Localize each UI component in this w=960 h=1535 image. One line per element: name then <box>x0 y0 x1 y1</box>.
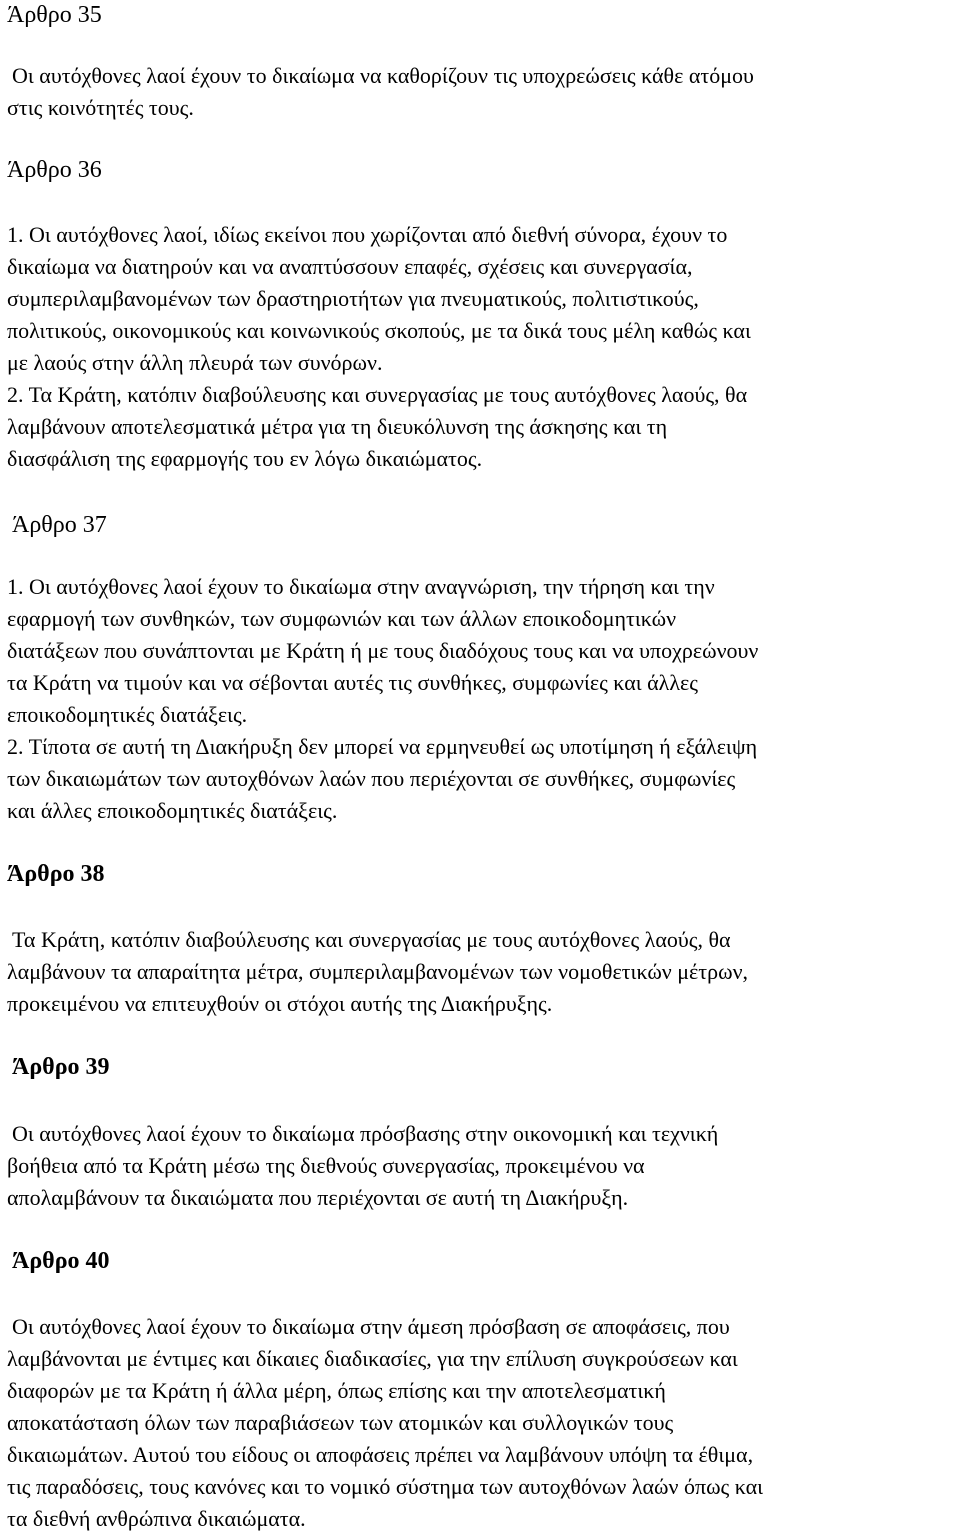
paragraph-line: πολιτικούς, οικονομικούς και κοινωνικούς σκοπούς, με τα δικά τους μέλη καθώς και <box>7 318 751 343</box>
paragraph-line: Τα Κράτη, κατόπιν διαβούλευσης και συνεργασίας με τους αυτόχθονες λαούς, θα <box>12 927 731 952</box>
article-heading: Άρθρο 35 <box>7 2 102 28</box>
paragraph-line: τα διεθνή ανθρώπινα δικαιώματα. <box>7 1506 306 1531</box>
paragraph-line: Οι αυτόχθονες λαοί έχουν το δικαίωμα πρόσβασης στην οικονομική και τεχνική <box>12 1121 719 1146</box>
paragraph-line: τα Κράτη να τιμούν και να σέβονται αυτές τις συνθήκες, συμφωνίες και άλλες <box>7 670 698 695</box>
paragraph-line: διαφορών με τα Κράτη ή άλλα μέρη, όπως επίσης και την αποτελεσματική <box>7 1378 666 1403</box>
paragraph-line: 1. Οι αυτόχθονες λαοί, ιδίως εκείνοι που χωρίζονται από διεθνή σύνορα, έχουν το <box>7 222 728 247</box>
article-heading: Άρθρο 36 <box>7 157 102 183</box>
paragraph-line: Οι αυτόχθονες λαοί έχουν το δικαίωμα να καθορίζουν τις υποχρεώσεις κάθε ατόμου <box>12 63 754 88</box>
paragraph-line: και άλλες εποικοδομητικές διατάξεις. <box>7 798 338 823</box>
paragraph-line: διασφάλιση της εφαρμογής του εν λόγω δικαιώματος. <box>7 446 483 471</box>
article-heading: Άρθρο 39 <box>12 1054 110 1080</box>
article-heading: Άρθρο 38 <box>7 861 105 887</box>
paragraph-line: βοήθεια από τα Κράτη μέσω της διεθνούς συνεργασίας, προκειμένου να <box>7 1153 645 1178</box>
paragraph-line: λαμβάνουν αποτελεσματικά μέτρα για τη διευκόλυνση της άσκησης και τη <box>7 414 668 439</box>
paragraph-line: λαμβάνονται με έντιμες και δίκαιες διαδικασίες, για την επίλυση συγκρούσεων και <box>7 1346 738 1371</box>
paragraph-line: 2. Τα Κράτη, κατόπιν διαβούλευσης και συνεργασίας με τους αυτόχθονες λαούς, θα <box>7 382 748 407</box>
paragraph-line: δικαιωμάτων. Αυτού του είδους οι αποφάσεις πρέπει να λαμβάνουν υπόψη τα έθιμα, <box>7 1442 754 1467</box>
paragraph-line: δικαίωμα να διατηρούν και να αναπτύσσουν επαφές, σχέσεις και συνεργασία, <box>7 254 693 279</box>
article-heading: Άρθρο 40 <box>12 1248 110 1274</box>
paragraph-line: των δικαιωμάτων των αυτοχθόνων λαών που περιέχονται σε συνθήκες, συμφωνίες <box>7 766 736 791</box>
paragraph-line: Οι αυτόχθονες λαοί έχουν το δικαίωμα στην άμεση πρόσβαση σε αποφάσεις, που <box>12 1314 730 1339</box>
paragraph-line: με λαούς στην άλλη πλευρά των συνόρων. <box>7 350 383 375</box>
paragraph-line: απολαμβάνουν τα δικαιώματα που περιέχονται σε αυτή τη Διακήρυξη. <box>7 1185 629 1210</box>
paragraph-line: εφαρμογή των συνθηκών, των συμφωνιών και των άλλων εποικοδομητικών <box>7 606 677 631</box>
article-heading: Άρθρο 37 <box>12 512 107 538</box>
paragraph-line: διατάξεων που συνάπτονται με Κράτη ή με τους διαδόχους τους και να υποχρεώνουν <box>7 638 759 663</box>
paragraph-line: προκειμένου να επιτευχθούν οι στόχοι αυτής της Διακήρυξης. <box>7 991 553 1016</box>
paragraph-line: λαμβάνουν τα απαραίτητα μέτρα, συμπεριλαμβανομένων των νομοθετικών μέτρων, <box>7 959 749 984</box>
paragraph-line: εποικοδομητικές διατάξεις. <box>7 702 248 727</box>
paragraph-line: 1. Οι αυτόχθονες λαοί έχουν το δικαίωμα στην αναγνώριση, την τήρηση και την <box>7 574 715 599</box>
paragraph-line: τις παραδόσεις, τους κανόνες και το νομικό σύστημα των αυτοχθόνων λαών όπως και <box>7 1474 764 1499</box>
paragraph-line: 2. Τίποτα σε αυτή τη Διακήρυξη δεν μπορεί να ερμηνευθεί ως υποτίμηση ή εξάλειψη <box>7 734 758 759</box>
paragraph-line: αποκατάσταση όλων των παραβιάσεων των ατομικών και συλλογικών τους <box>7 1410 674 1435</box>
paragraph-line: συμπεριλαμβανομένων των δραστηριοτήτων για πνευματικούς, πολιτιστικούς, <box>7 286 699 311</box>
paragraph-line: στις κοινότητές τους. <box>7 95 194 120</box>
